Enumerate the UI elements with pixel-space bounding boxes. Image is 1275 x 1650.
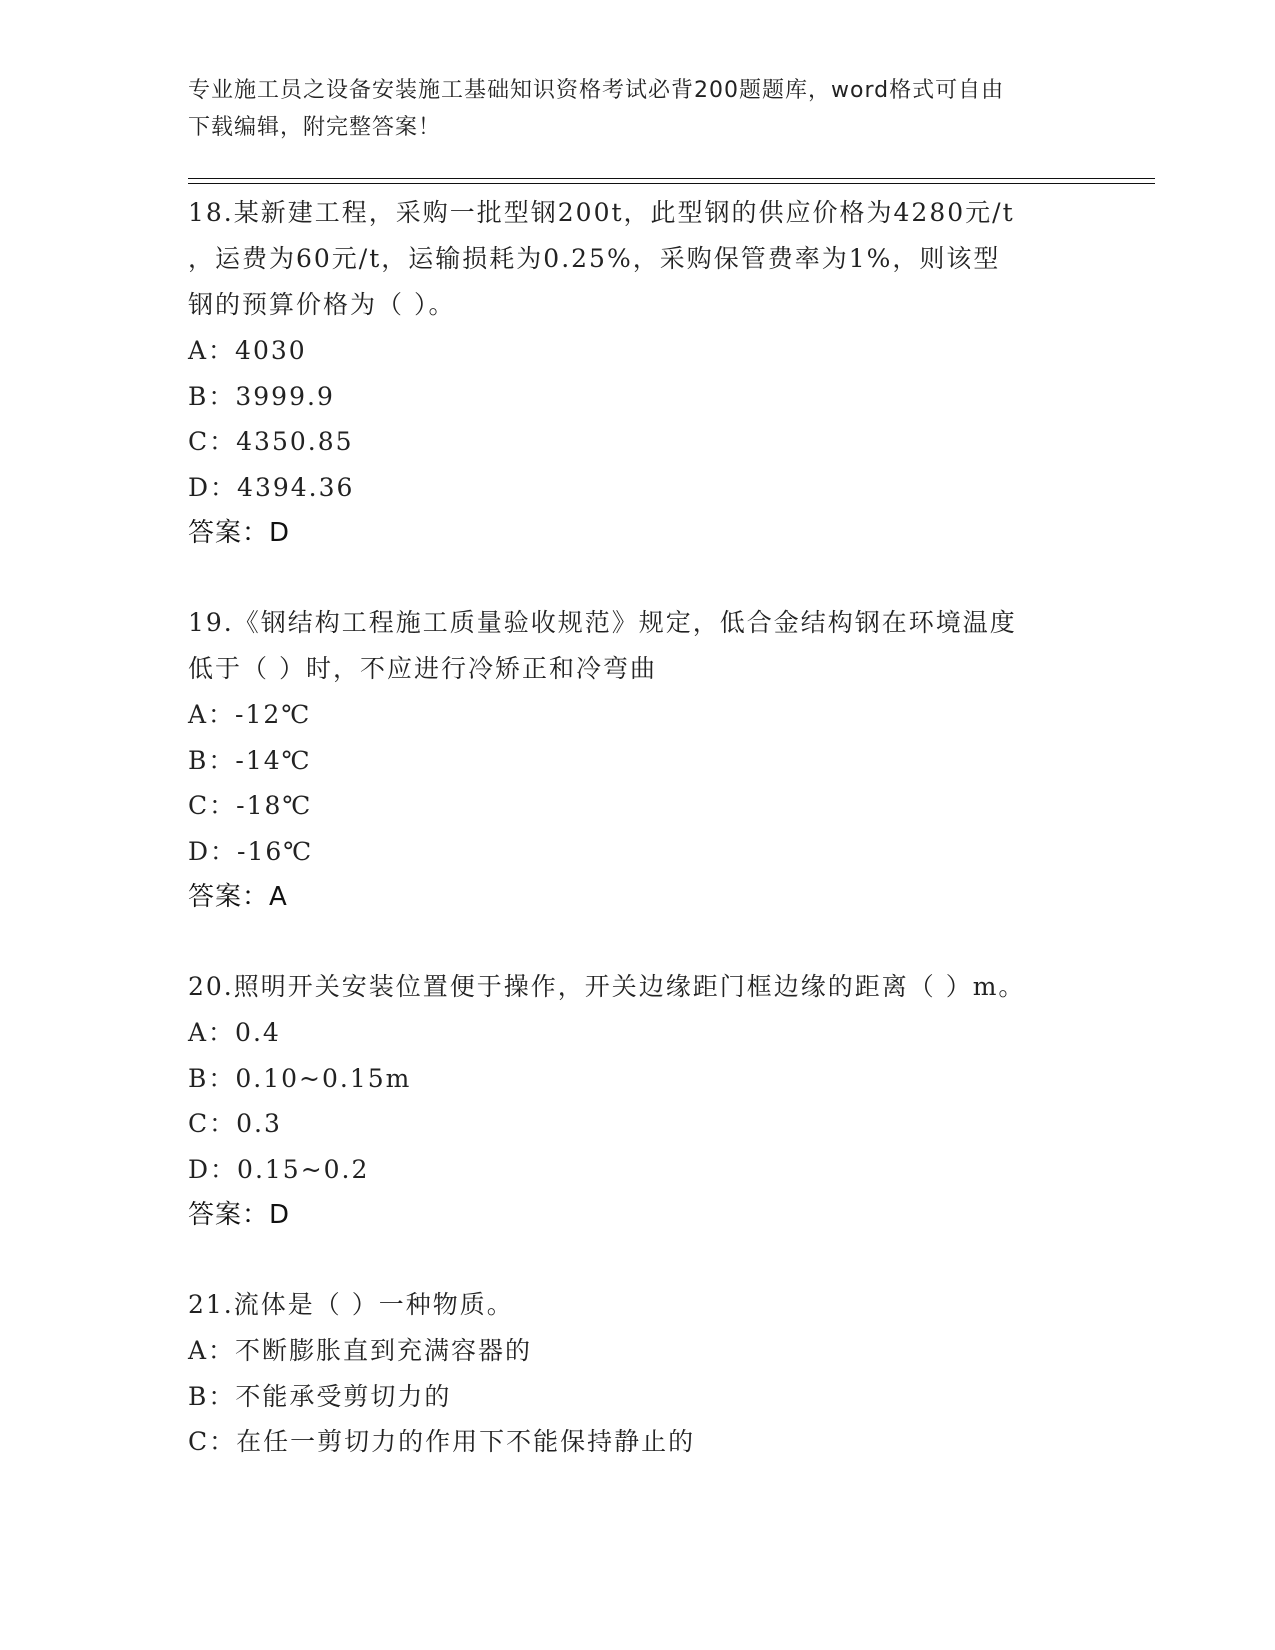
answer-label: 答案：A bbox=[188, 882, 288, 912]
option-b: B：-14℃ bbox=[188, 745, 312, 775]
document-header bbox=[188, 72, 1068, 146]
question-stem-line: 19.《钢结构工程施工质量验收规范》规定，低合金结构钢在环境温度 bbox=[188, 608, 1017, 637]
answer-label: 答案：D bbox=[188, 1200, 291, 1230]
header-divider-bottom bbox=[188, 183, 1155, 184]
option-c: C：-18℃ bbox=[188, 791, 313, 820]
question-18 bbox=[188, 190, 1088, 556]
option-a: A：0.4 bbox=[188, 1018, 281, 1047]
option-d: D：0.15~0.2 bbox=[188, 1154, 370, 1184]
option-c: C：4350.85 bbox=[188, 427, 354, 456]
option-c: C：0.3 bbox=[188, 1109, 282, 1138]
answer-label: 答案：D bbox=[188, 518, 291, 548]
option-a: A：-12℃ bbox=[188, 700, 312, 729]
question-stem-line: 18.某新建工程，采购一批型钢200t，此型钢的供应价格为4280元/t bbox=[188, 198, 1015, 227]
option-d: D：4394.36 bbox=[188, 472, 355, 502]
option-b: B：3999.9 bbox=[188, 381, 335, 411]
question-19 bbox=[188, 600, 1088, 920]
question-stem-line: 低于（ ）时，不应进行冷矫正和冷弯曲 bbox=[188, 654, 657, 683]
question-list bbox=[188, 190, 1088, 1509]
header-divider-top bbox=[188, 178, 1155, 179]
option-a: A：不断膨胀直到充满容器的 bbox=[188, 1336, 533, 1365]
question-20 bbox=[188, 964, 1088, 1238]
question-stem-line: 21.流体是（ ）一种物质。 bbox=[188, 1290, 514, 1319]
question-stem-line: 钢的预算价格为（ ）。 bbox=[188, 290, 456, 319]
option-c: C：在任一剪切力的作用下不能保持静止的 bbox=[188, 1427, 696, 1456]
question-stem-line: 20.照明开关安装位置便于操作，开关边缘距门框边缘的距离（ ）m。 bbox=[188, 972, 1026, 1001]
question-stem-line: ，运费为60元/t，运输损耗为0.25%，采购保管费率为1%，则该型 bbox=[188, 244, 1001, 273]
option-b: B：0.10~0.15m bbox=[188, 1063, 412, 1093]
option-a: A：4030 bbox=[188, 336, 307, 365]
header-line-1: 专业施工员之设备安装施工基础知识资格考试必背200题题库，word格式可自由 bbox=[188, 78, 1005, 103]
header-line-2: 下载编辑，附完整答案！ bbox=[188, 115, 442, 140]
option-d: D：-16℃ bbox=[188, 836, 314, 866]
option-b: B：不能承受剪切力的 bbox=[188, 1381, 452, 1411]
question-21 bbox=[188, 1282, 1088, 1465]
